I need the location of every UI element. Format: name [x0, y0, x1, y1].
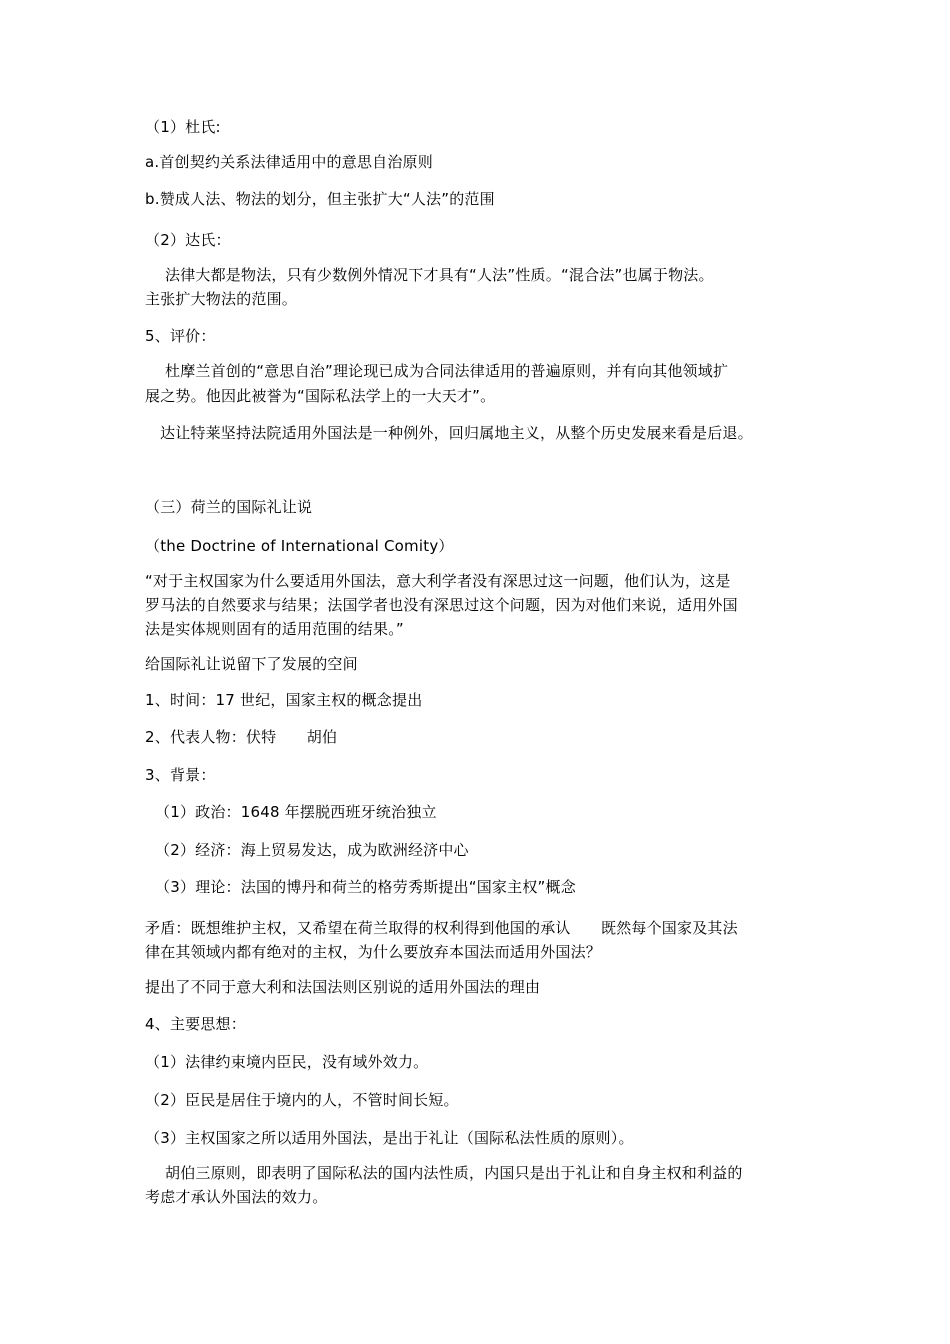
- text-line: 2、代表人物：伏特 胡伯: [145, 728, 338, 746]
- text-line: （2）经济：海上贸易发达，成为欧洲经济中心: [155, 841, 469, 859]
- text-line: 达让特莱坚持法院适用外国法是一种例外，回归属地主义，从整个历史发展来看是后退。: [160, 424, 753, 442]
- text-line: （1）政治：1648 年摆脱西班牙统治独立: [155, 803, 437, 821]
- text-line: 3、背景：: [145, 766, 216, 784]
- text-line: 5、评价：: [145, 327, 216, 345]
- text-line: （2）达氏：: [145, 231, 231, 249]
- text-line: （3）主权国家之所以适用外国法，是出于礼让（国际私法性质的原则）。: [145, 1129, 634, 1147]
- text-line: 给国际礼让说留下了发展的空间: [145, 655, 358, 673]
- text-line: 杜摩兰首创的“意思自治”理论现已成为合同法律适用的普遍原则，并有向其他领域扩: [165, 362, 729, 380]
- text-line: 展之势。他因此被誉为“国际私法学上的一大天才”。: [145, 387, 496, 405]
- text-line: （the Doctrine of International Comity）: [145, 537, 454, 555]
- text-line: 1、时间：17 世纪，国家主权的概念提出: [145, 691, 423, 709]
- text-line: 主张扩大物法的范围。: [145, 290, 298, 308]
- text-line: 提出了不同于意大利和法国法则区别说的适用外国法的理由: [145, 978, 541, 996]
- text-line: b.赞成人法、物法的划分，但主张扩大“人法”的范围: [145, 190, 495, 208]
- text-line: （1）杜氏:: [145, 118, 221, 136]
- text-line: （3）理论：法国的博丹和荷兰的格劳秀斯提出“国家主权”概念: [155, 878, 576, 896]
- text-line: 胡伯三原则，即表明了国际私法的国内法性质，内国只是出于礼让和自身主权和利益的: [165, 1164, 743, 1182]
- text-line: 考虑才承认外国法的效力。: [145, 1188, 328, 1206]
- text-line: 4、主要思想：: [145, 1015, 246, 1033]
- text-line: 矛盾：既想维护主权，又希望在荷兰取得的权利得到他国的承认 既然每个国家及其法: [145, 919, 738, 937]
- text-line: 罗马法的自然要求与结果；法国学者也没有深思过这个问题，因为对他们来说，适用外国: [145, 596, 738, 614]
- text-line: （2）臣民是居住于境内的人，不管时间长短。: [145, 1091, 459, 1109]
- text-line: “对于主权国家为什么要适用外国法，意大利学者没有深思过这一问题，他们认为，这是: [145, 572, 731, 590]
- text-line: （1）法律约束境内臣民，没有域外效力。: [145, 1053, 429, 1071]
- text-line: 律在其领域内都有绝对的主权，为什么要放弃本国法而适用外国法？: [145, 943, 602, 961]
- text-line: a.首创契约关系法律适用中的意思自治原则: [145, 153, 433, 171]
- text-line: 法律大都是物法，只有少数例外情况下才具有“人法”性质。“混合法”也属于物法。: [165, 266, 714, 284]
- text-line: （三）荷兰的国际礼让说: [145, 498, 313, 516]
- text-line: 法是实体规则固有的适用范围的结果。”: [145, 620, 404, 638]
